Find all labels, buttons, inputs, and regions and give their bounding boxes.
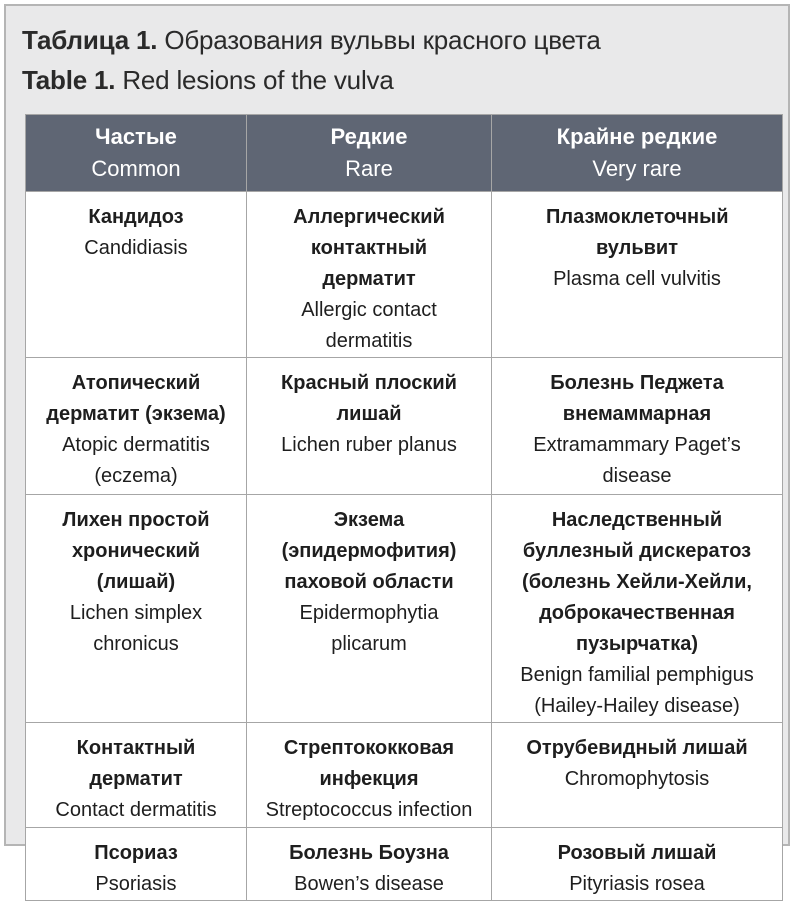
- table-cell: [26, 192, 247, 358]
- cell-ru: Болезнь Педжета внемаммарная: [550, 372, 724, 425]
- title-en: [22, 64, 394, 96]
- title-ru-text: Образования вульвы красного цвета: [164, 25, 601, 55]
- cell-en: Chromophytosis: [564, 768, 710, 790]
- column-header-ru: Частые: [95, 124, 177, 149]
- cell-en: Pityriasis rosea: [569, 873, 705, 895]
- cell-en: Lichen ruber planus: [281, 434, 457, 456]
- title-ru-label: Таблица 1.: [22, 25, 158, 55]
- cell-ru: Розовый лишай: [557, 842, 717, 864]
- cell-ru: Кандидоз: [88, 206, 184, 228]
- cell-ru: Лихен простой хронический (лишай): [62, 509, 210, 593]
- cell-ru: Красный плоский лишай: [281, 372, 457, 425]
- table-cell: [492, 358, 783, 495]
- table-row: [26, 192, 783, 358]
- table-cell: [247, 192, 492, 358]
- table-cell: [492, 828, 783, 901]
- cell-ru: Стрептококковая инфекция: [283, 737, 455, 790]
- cell-en: Extramammary Paget’s disease: [533, 434, 741, 487]
- column-header-en: Very rare: [592, 156, 682, 181]
- cell-en: Lichen simplex chronicus: [69, 602, 203, 655]
- cell-ru: Экзема (эпидермофития) паховой области: [281, 509, 457, 593]
- cell-en: Epidermophytia plicarum: [299, 602, 439, 655]
- header-row: [26, 115, 783, 192]
- cell-en: Bowen’s disease: [294, 873, 444, 895]
- table-row: [26, 495, 783, 723]
- table-cell: [26, 358, 247, 495]
- title-ru: [22, 24, 601, 56]
- table-frame: [4, 4, 790, 895]
- title-en-text: Red lesions of the vulva: [122, 65, 394, 95]
- cell-ru: Болезнь Боузна: [289, 842, 449, 864]
- cell-ru: Наследственный буллезный дискератоз (болезнь Хейли-Хейли, доброкачественная пузырчатка): [522, 509, 752, 655]
- column-header-en: Rare: [345, 156, 393, 181]
- cell-en: Contact dermatitis: [55, 799, 217, 821]
- table-cell: [26, 828, 247, 901]
- cell-en: Streptococcus infection: [265, 799, 473, 821]
- lesions-table: [25, 114, 783, 901]
- cell-ru: Плазмоклеточный вульвит: [546, 206, 729, 259]
- cell-ru: Аллергический контактный дерматит: [293, 206, 445, 290]
- column-header-ru: Редкие: [330, 124, 408, 149]
- column-header-very-rare: [492, 115, 783, 192]
- cell-en: Candidiasis: [84, 237, 188, 259]
- table-cell: [26, 723, 247, 828]
- table-row: [26, 828, 783, 901]
- table-cell: [247, 358, 492, 495]
- cell-ru: Атопический дерматит (экзема): [46, 372, 226, 425]
- cell-en: Plasma cell vulvitis: [553, 268, 721, 290]
- title-en-label: Table 1.: [22, 65, 116, 95]
- cell-ru: Отрубевидный лишай: [526, 737, 748, 759]
- table-cell: [492, 192, 783, 358]
- table-cell: [492, 495, 783, 723]
- table-cell: [247, 495, 492, 723]
- table-cell: [492, 723, 783, 828]
- cell-ru: Псориаз: [94, 842, 178, 864]
- table-row: [26, 723, 783, 828]
- column-header-en: Common: [91, 156, 181, 181]
- cell-en: Atopic dermatitis (eczema): [62, 434, 210, 487]
- table-cell: [26, 495, 247, 723]
- cell-en: Psoriasis: [95, 873, 177, 895]
- cell-ru: Контактный дерматит: [76, 737, 196, 790]
- table-cell: [247, 828, 492, 901]
- table-cell: [247, 723, 492, 828]
- column-header-common: [26, 115, 247, 192]
- table-row: [26, 358, 783, 495]
- cell-en: Benign familial pemphigus (Hailey-Hailey disease): [520, 664, 754, 717]
- cell-en: Allergic contact dermatitis: [301, 299, 437, 352]
- column-header-ru: Крайне редкие: [556, 124, 718, 149]
- column-header-rare: [247, 115, 492, 192]
